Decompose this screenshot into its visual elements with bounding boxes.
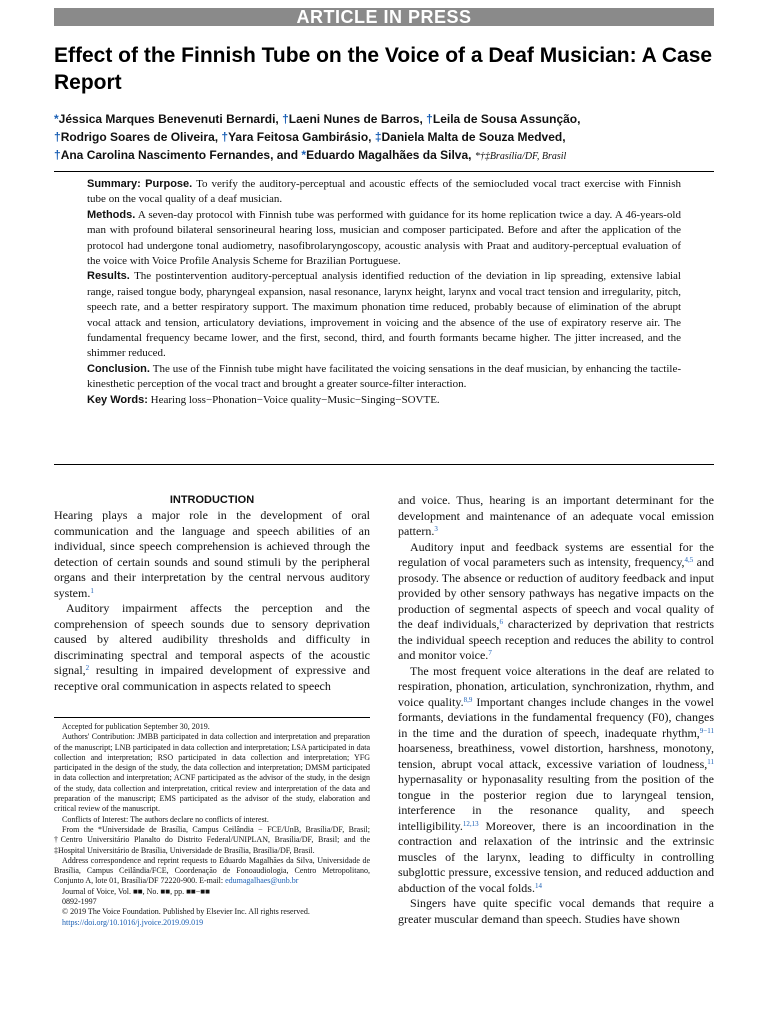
article-in-press-banner: ARTICLE IN PRESS	[54, 8, 714, 26]
affiliation: *†‡Brasília/DF, Brasil	[474, 151, 567, 162]
affiliation-mark: †	[54, 130, 61, 144]
right-column	[398, 493, 714, 927]
footnote-issn: 0892-1997	[62, 897, 97, 907]
article-title: Effect of the Finnish Tube on the Voice of a Deaf Musician: A Case Report	[54, 44, 713, 94]
right-paragraph-1: Auditory input and feedback systems are essential for the regulation of vocal parameters such as intensity, frequency,$^{4,5}$ and prosody. The absence or reduction of auditory feedback and input provided by other sensory pathways has negative impacts on the production of segmental aspects of speech and vocal quality of the deaf individuals,$^6$ characterized by deprivation that restricts the individual speech reception and reduces the ability to control and monitor voice.$^7$	[398, 539, 714, 662]
author-name: Leila de Sousa Assunção,	[432, 112, 581, 126]
affiliation-mark: †	[54, 148, 61, 162]
reference-link[interactable]: 6	[499, 618, 503, 626]
affiliation-mark: ‡	[374, 130, 382, 144]
abstract-conclusion: Conclusion. The use of the Finnish tube might have facilitated the voicing sensations in the deaf musician, by enhancing the tactile-kinesthetic perception of the vocal tract and brought a greater source-filter interaction.	[87, 362, 682, 391]
author-name: Jéssica Marques Benevenuti Bernardi,	[58, 112, 283, 126]
abstract-summary: Summary: Purpose. To verify the auditory-perceptual and acoustic effects of the semiocluded vocal tract exercise with Finnish tube on the vocal quality of a deaf musician.	[87, 178, 682, 206]
author-name: Eduardo Magalhães da Silva,	[306, 148, 475, 162]
author-name: Daniela Malta de Souza Medved,	[381, 130, 566, 144]
author-name: Yara Feitosa Gambirásio,	[228, 130, 375, 144]
reference-link[interactable]: 2	[85, 664, 90, 672]
abstract-methods: Methods. A seven-day protocol with Finnish tube was performed with guidance for its home replication twice a day. A 46-years-old man with profound bilateral sensorineural hearing loss, musician and composer participated. Before and after the application of the protocol had undergone tonal audiometry, nasofibrolaryngoscopy, acoustic analysis with Praat and auditory-perceptual evaluation of the voice with Voice Profile Analysis Scheme for Brazilian Portuguese.	[87, 208, 681, 268]
footnote-accepted: Accepted for publication September 30, 2019.	[62, 722, 210, 731]
footnote-journal: Journal of Voice, Vol. ■■, No. ■■, pp. ■■−■■	[62, 886, 210, 896]
footnote-conflicts: Conflicts of Interest: The authors declare no conflicts of interest.	[62, 814, 269, 824]
reference-link[interactable]: 3	[434, 525, 438, 533]
abstract	[87, 177, 681, 408]
reference-link[interactable]: 8,9	[463, 695, 473, 704]
reference-link[interactable]: 14	[534, 881, 542, 890]
left-column	[54, 493, 370, 694]
right-paragraph-2: The most frequent voice alterations in the deaf are related to respiration, phonation, articulation, synchronization, rhythm, and voice quality.$^{8,9}$ Important changes include changes in the vowel formants, deviations in the fundamental frequency (F0), changes in the time and the duration of speech, inadequate rhythm,$^{9-11}$ hoarseness, breathiness, vowel distortion, harshness, monotony, tension, abrupt vocal attack, excessive variation of loudness,$^{11}$ hypernasality or hyponasality resulting from the position of the tongue in the posterior region due to laryngeal tension, interference in the resonance quality, and speech intelligibility.$^{12,13}$ Moreover, there is an incoordination in the contraction and relaxation of the intrinsic and the extrinsic muscles of the larynx, leading to difficulty in controlling subglottic pressure, excessive tension, and reduced adduction and abduction of the vocal folds.$^{14}$	[398, 663, 714, 895]
abstract-bottom-rule	[54, 464, 714, 465]
footnote-copyright: © 2019 The Voice Foundation. Published by Elsevier Inc. All rights reserved.	[62, 907, 310, 917]
affiliation-mark: †	[221, 130, 229, 144]
affiliation-mark: *	[54, 112, 59, 126]
footnote-rule	[54, 717, 370, 718]
footnote-doi	[54, 918, 370, 928]
reference-link[interactable]: 4,5	[684, 556, 694, 564]
author-name: Rodrigo Soares de Oliveira,	[60, 130, 222, 144]
author-line-2	[54, 128, 724, 146]
affiliation-mark: *	[301, 148, 307, 162]
affiliation-mark: †	[426, 112, 433, 126]
reference-link[interactable]: 7	[488, 649, 492, 657]
footnote-address: Address correspondence and reprint requests to Eduardo Magalhães da Silva, Universidade de Brasília, Campus Ceilândia/FCE, Coordenação de Fonoaudiologia, Centro Metropolitano, Conjunto A, lote 01, Brasília/DF 72220-900. E-mail: edumagalhaes@unb.br	[54, 855, 370, 886]
author-list	[54, 110, 724, 166]
intro-paragraph-1: Hearing plays a major role in the development of oral communication and the language and speech abilities of an individual, since speech comprehension is achieved through the detection of certain sounds and sound stimuli by the peripheral organs and their interpretation by the central nervous auditory system.$^1$	[54, 508, 370, 600]
abstract-results: Results. The postintervention auditory-perceptual analysis identified reduction of the deviation in lip spreading, extensive labial range, raised tongue body, pharyngeal expansion, nasal resonance, larynx height, larynx and vocal tract tension and irregularity, pitch, speech rate, and a better respiratory support. The maximum phonation time reduced, probably because of elimination of the abrupt vocal attack and tension, articulatory deviations, improvement in voicing and the absence of the use of expiratory reserve air. The fundamental frequency became lower, and the first, second, third, and fourth formants became higher. The jitter increased, and the shimmer reduced.	[87, 270, 681, 360]
footnote-affiliations: From the *Universidade de Brasília, Campus Ceilândia − FCE/UnB, Brasília/DF, Brasil; †Centro Universitário Planalto do Distrito Federal/UNIPLAN, Brasília/DF, Brasil; and the ‡Hospital Universitário de Brasília, Universidade de Brasília, Brasília/DF, Brasil.	[54, 824, 370, 855]
right-paragraph-0: and voice. Thus, hearing is an important determinant for the development and maintenance of an adequate vocal emission pattern.$^3$	[398, 493, 714, 538]
abstract-keywords: Key Words: Hearing loss−Phonation−Voice quality−Music−Singing−SOVTE.	[87, 393, 440, 406]
reference-link[interactable]: 9−11	[699, 726, 714, 735]
footnote-contributions: Authors' Contribution: JMBB participated in data collection and interpretation and preparation of the manuscript; LNB participated in data collection and interpretation; LSA participated in data collection and interpretation; RSO participated in data collection and interpretation; YFG participated in the design of the study, the data collection and interpretation; DMSM participated in data collection and interpretation; ACNF participated as the advisor of the study, in the design of the study, data collection and interpretation, critical review and interpretation of the data and preparation of the manuscript; EMS participated as the advisor of the study, elaboration and critical review of the manuscript.	[54, 732, 370, 814]
email-link[interactable]: edumagalhaes@unb.br	[225, 876, 299, 886]
reference-link[interactable]: 12,13	[462, 819, 479, 828]
affiliation-mark: †	[282, 112, 289, 126]
right-paragraph-3: Singers have quite specific vocal demands that require a greater muscular demand than speech. Studies have shown	[398, 896, 714, 926]
introduction-heading: INTRODUCTION	[169, 494, 255, 506]
abstract-top-rule	[54, 171, 714, 172]
author-line-1	[54, 110, 724, 128]
author-name: Ana Carolina Nascimento Fernandes, and	[60, 148, 302, 162]
author-name: Laeni Nunes de Barros,	[288, 112, 427, 126]
author-line-3	[54, 146, 724, 166]
footnotes	[54, 722, 370, 928]
intro-paragraph-2: Auditory impairment affects the perception and the comprehension of speech sounds due to sensory deprivation caused by altered audibility thresholds and difficulty in discriminating spectral and temporal aspects of the acoustic signal,$^2$ resulting in impaired development of expressive and receptive oral communication in aspects related to speech	[54, 601, 370, 693]
reference-link[interactable]: 11	[707, 757, 714, 766]
doi-link[interactable]: https://doi.org/10.1016/j.jvoice.2019.09.019	[62, 917, 204, 927]
reference-link[interactable]: 1	[90, 586, 94, 595]
